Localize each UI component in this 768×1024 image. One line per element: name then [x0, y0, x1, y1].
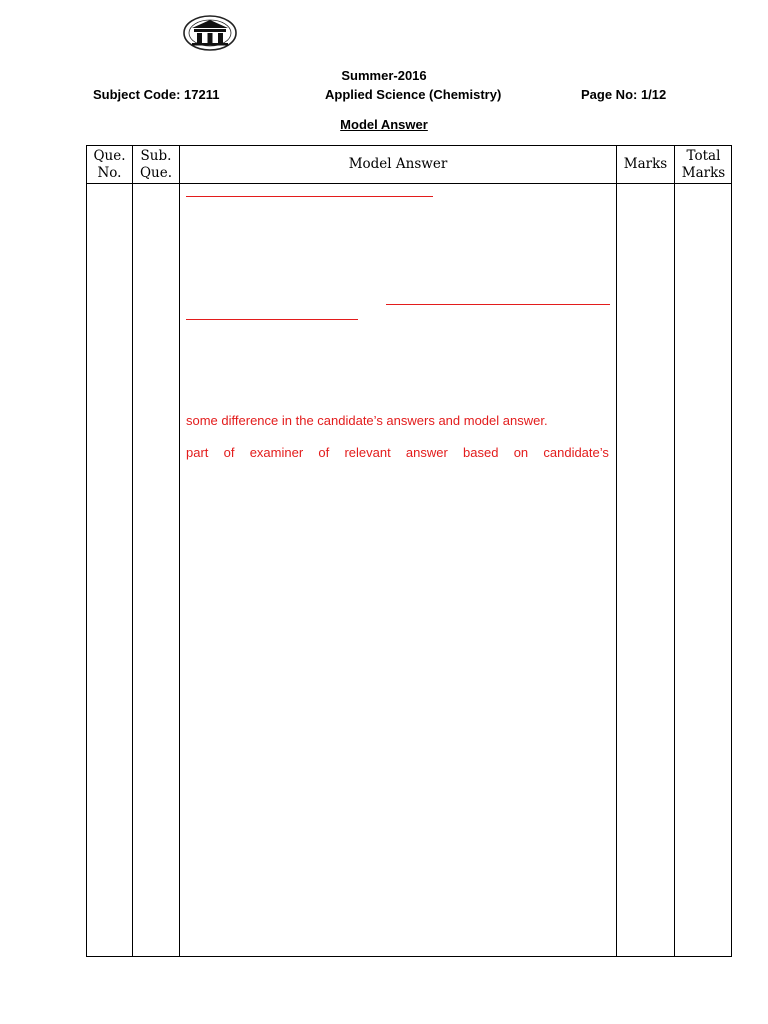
column-header-marks: Marks	[623, 156, 668, 172]
instruction-word: answer	[405, 445, 448, 460]
red-underline	[186, 319, 358, 320]
page-number: Page No: 1/12	[581, 87, 667, 102]
instruction-word: based	[463, 445, 499, 460]
column-divider	[616, 146, 617, 956]
subject-code: Subject Code: 17211	[93, 87, 220, 102]
instruction-line-2	[186, 445, 609, 460]
exam-term: Summer-2016	[341, 68, 427, 83]
board-seal-logo	[182, 14, 238, 52]
column-header-que-no: Que. No.	[93, 147, 126, 181]
instruction-line-1: some difference in the candidate’s answers and model answer.	[186, 413, 548, 428]
instruction-word: on	[513, 445, 529, 460]
instruction-word: of	[223, 445, 235, 460]
header-row-divider	[87, 183, 731, 184]
column-header-total-marks: Total Marks	[681, 147, 726, 181]
column-divider	[179, 146, 180, 956]
model-answer-table	[86, 145, 732, 957]
instruction-word: examiner	[249, 445, 304, 460]
instruction-word: relevant	[344, 445, 391, 460]
red-underline	[386, 304, 610, 305]
instruction-word: candidate’s	[543, 445, 609, 460]
column-divider	[674, 146, 675, 956]
red-underline	[186, 196, 433, 197]
document-title: Model Answer	[340, 117, 428, 132]
subject-name: Applied Science (Chemistry)	[325, 87, 502, 102]
instruction-word: part	[186, 445, 209, 460]
column-header-model-answer: Model Answer	[348, 156, 448, 172]
instruction-word: of	[318, 445, 330, 460]
column-header-sub-que: Sub. Que.	[139, 147, 173, 181]
column-divider	[132, 146, 133, 956]
